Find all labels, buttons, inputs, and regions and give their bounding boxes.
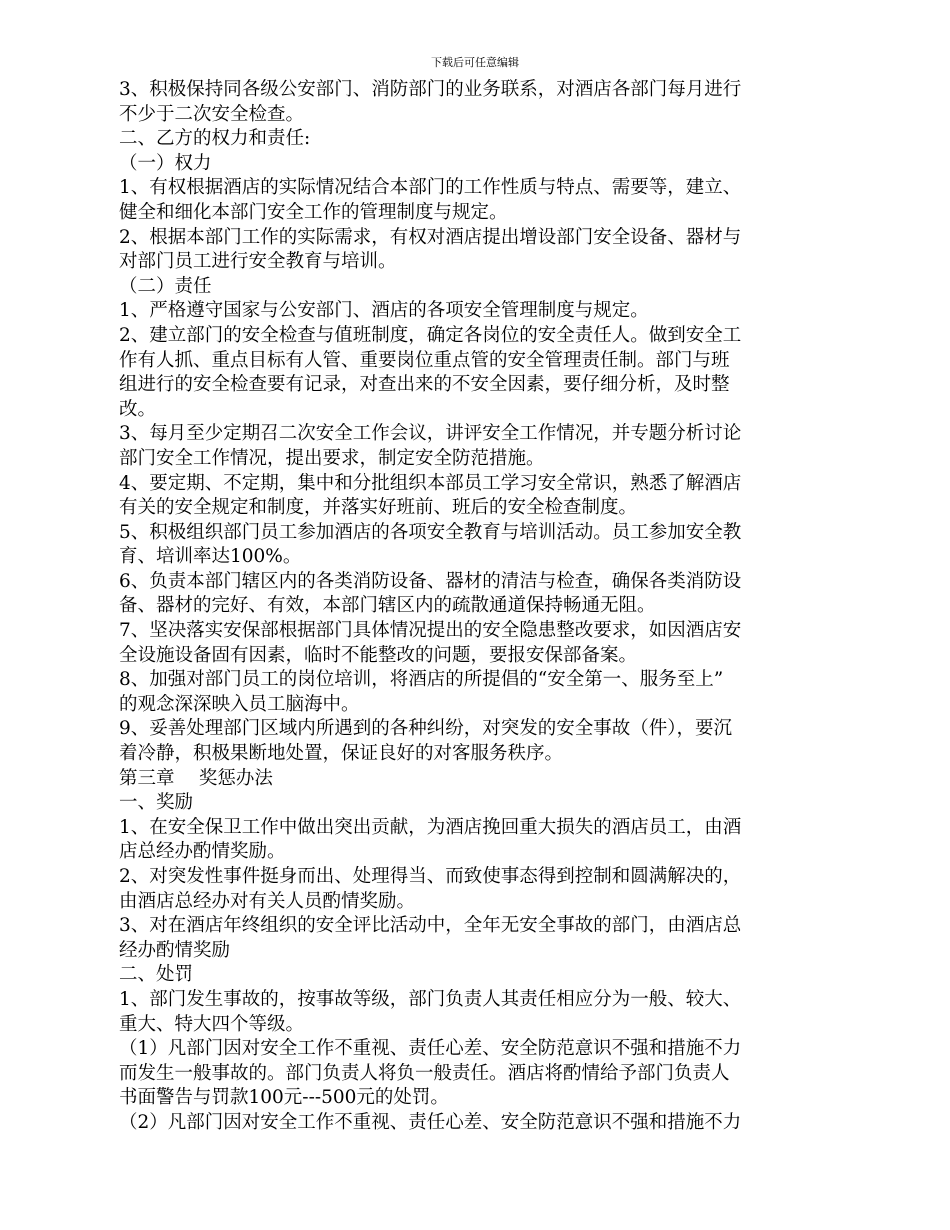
- text-line: 2、建立部门的安全检查与值班制度，确定各岗位的安全责任人。做到安全工: [119, 324, 742, 346]
- text-line: 育、培训率达100%。: [119, 546, 302, 568]
- subsection-heading: （二）责任: [119, 275, 212, 297]
- text-line: 3、每月至少定期召二次安全工作会议，讲评安全工作情况，并专题分析讨论: [119, 423, 742, 445]
- section-heading: 二、乙方的权力和责任:: [119, 128, 311, 150]
- document-body: [119, 78, 861, 1136]
- text-line: 的观念深深映入员工脑海中。: [119, 693, 360, 715]
- text-line: 1、有权根据酒店的实际情况结合本部门的工作性质与特点、需要等，建立、: [119, 177, 742, 199]
- text-line: 书面警告与罚款100元---500元的处罚。: [119, 1087, 449, 1109]
- text-line: 经办酌情奖励: [119, 939, 231, 961]
- text-line: 3、对在酒店年终组织的安全评比活动中，全年无安全事故的部门，由酒店总: [119, 915, 742, 937]
- text-line: 4、要定期、不定期，集中和分批组织本部员工学习安全常识，熟悉了解酒店: [119, 472, 742, 494]
- section-heading: 一、奖励: [119, 792, 194, 814]
- text-line: 6、负责本部门辖区内的各类消防设备、器材的清洁与检查，确保各类消防设: [119, 570, 742, 592]
- text-line: 3、积极保持同各级公安部门、消防部门的业务联系，对酒店各部门每月进行: [119, 79, 742, 100]
- page-header: 下载后可任意编辑: [431, 56, 519, 69]
- text-line: 不少于二次安全检查。: [119, 103, 305, 125]
- text-line: 店总经办酌情奖励。: [119, 841, 286, 863]
- text-line: 2、对突发性事件挺身而出、处理得当、而致使事态得到控制和圆满解决的，: [119, 866, 742, 887]
- section-heading: 二、处罚: [119, 964, 194, 986]
- text-line: 着冷静，积极果断地处置，保证良好的对客服务秩序。: [119, 743, 564, 765]
- text-line: 1、部门发生事故的，按事故等级，部门负责人其责任相应分为一般、较大、: [119, 988, 742, 1010]
- subsection-heading: （一）权力: [119, 152, 212, 174]
- text-line: 8、加强对部门员工的岗位培训，将酒店的所提倡的“安全第一、服务至上”: [119, 669, 724, 691]
- text-line: 部门安全工作情况，提出要求，制定安全防范措施。: [119, 447, 545, 469]
- text-line: 2、根据本部门工作的实际需求，有权对酒店提出增设部门安全设备、器材与: [119, 226, 742, 248]
- text-line: 对部门员工进行安全教育与培训。: [119, 251, 397, 273]
- text-line: 组进行的安全检查要有记录，对查出来的不安全因素，要仔细分析，及时整: [119, 374, 730, 396]
- text-line: 1、严格遵守国家与公安部门、酒店的各项安全管理制度与规定。: [119, 300, 649, 322]
- text-line: 重大、特大四个等级。: [119, 1013, 305, 1035]
- text-line: 9、妥善处理部门区域内所遇到的各种纠纷，对突发的安全事故（件），要沉: [119, 718, 733, 740]
- text-line: 有关的安全规定和制度，并落实好班前、班后的安全检查制度。: [119, 497, 638, 519]
- chapter-heading: 第三章 奖惩办法: [119, 767, 273, 789]
- text-line: 改。: [119, 398, 157, 420]
- text-line: 全设施设备固有因素，临时不能整改的问题，要报安保部备案。: [119, 644, 638, 666]
- text-line: 而发生一般事故的。部门负责人将负一般责任。酒店将酌情给予部门负责人: [119, 1062, 730, 1084]
- text-line: 1、在安全保卫工作中做出突出贡献，为酒店挽回重大损失的酒店员工，由酒: [119, 816, 742, 838]
- text-line: （1）凡部门因对安全工作不重视、责任心差、安全防范意识不强和措施不力: [119, 1038, 742, 1060]
- text-line: 由酒店总经办对有关人员酌情奖励。: [119, 890, 416, 912]
- text-line: 作有人抓、重点目标有人管、重要岗位重点管的安全管理责任制。部门与班: [119, 349, 730, 371]
- text-line: 备、器材的完好、有效，本部门辖区内的疏散通道保持畅通无阻。: [119, 595, 656, 617]
- text-line: 健全和细化本部门安全工作的管理制度与规定。: [119, 201, 508, 223]
- text-line: （2）凡部门因对安全工作不重视、责任心差、安全防范意识不强和措施不力: [119, 1111, 742, 1133]
- text-line: 7、坚决落实安保部根据部门具体情况提出的安全隐患整改要求，如因酒店安: [119, 620, 742, 642]
- text-line: 5、积极组织部门员工参加酒店的各项安全教育与培训活动。员工参加安全教: [119, 521, 742, 543]
